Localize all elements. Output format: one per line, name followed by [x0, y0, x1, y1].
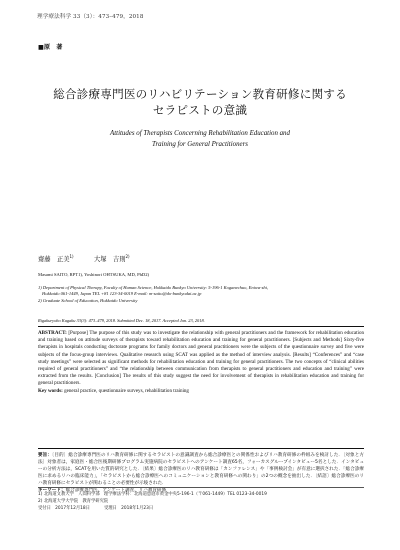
summary-ja-text: 〔目的〕総合診療専門医のリハ教育研修に関するセラピストの意識調査から総合診療医との関係性およびリハ教育研修の枠組みを検討した．〔対象と方法〕対象者は，家庭医・総合医後期研修プログラム実施病院のセラピストへのアンケート調査65名，フォーカスグループインタビュー5名とした．インタビューの分析方法は，SCATを用いた質的研究とした．〔結果〕総合診療医のリハ教育研修は「カンファレンス」や「事例検討会」が有意に選択された．「総合診療医に求めるリハの臨床能力」，「セラピストから総合診療医へのコミュニケーションと教育研修への関わり」の2つの概念を抽出した．〔結語〕総合診療医のリハ教育研修にセラピストが関わることの必要性が示唆された． [38, 453, 364, 487]
divider-bottom [38, 487, 364, 488]
author-1-name: 齋藤 正美 [38, 256, 70, 264]
keywords-label: Key words: [38, 387, 63, 394]
footnotes [38, 491, 364, 513]
received-date: 受付日 2017年12月18日 [38, 506, 90, 512]
affiliations [38, 285, 364, 304]
author-2-mark: 2) [125, 254, 130, 259]
title-en-line2: Training for General Practitioners [152, 141, 248, 148]
divider-top [38, 326, 364, 327]
title-ja-line1: 総合診療専門医のリハビリテーション教育研修に関する [53, 87, 347, 101]
citation: Rigakuryoho Kagaku 33(3): 473–479, 2018. Submitted Dec. 18, 2017. Accepted Jan. 23, 2018. [38, 318, 205, 323]
footnote-1: 1) 北海道文教大学 人間科学部 理学療法学科：北海道恵庭市黄金中央5-196-1（〒061-1449）TEL 0123-34-0019 [38, 492, 267, 497]
abstract [38, 330, 364, 395]
affiliation-2: 2) Graduate School of Education, Hokkaido University [38, 297, 138, 303]
authors-ja [38, 254, 130, 264]
dates [38, 505, 364, 512]
abstract-label: ABSTRACT: [38, 330, 67, 336]
title-ja-line2: セラピストの意識 [152, 103, 248, 117]
author-2-name: 大塚 吉則 [94, 256, 126, 264]
affiliation-1-line2: Hokkaido 061-1449, Japan TEL +81 123-34-0019 E-mail: m-saito@do-bunkyodai.ac.jp [42, 291, 202, 297]
journal-header: 理学療法科学 33（3）：473–479，2018 [37, 14, 144, 20]
affiliation-1-line1: 1) Department of Physical Therapy, Faculty of Human Science, Hokkaido Bunkyo University: 5-196-1 Koganechuo, Eniwa-shi, [38, 285, 268, 290]
summary-ja [38, 452, 364, 495]
abstract-text: [Purpose] The purpose of this study was to investigate the relationship with general practitioners and the framework for rehabilitation education and training based on attitude surveys of therapists toward rehabilitation education and training for general practitioners. [Subjects and Methods] Sixty-five therapists in hospitals conducting doctorate programs for family doctors and general practitioners were the subjects of the questionnaire survey and five were subjects of the focus-group interviews. Qualitative research using SCAT was applied as the method of interview analysis. [Results] “Conferences” and “case study meetings” were selected as significant methods for rehabilitation education and training for general practitioners. The two concepts of “clinical abilities required of general practitioners” and “the relationship between communication from therapists to general practitioners and education and training” were extracted from the results. [Conclusion] The results of this study suggest the need for involvement of therapists in rehabilitation education and training for general practitioners. [38, 330, 364, 387]
title-en-line1: Attitudes of Therapists Concerning Rehabilitation Education and [110, 130, 290, 137]
title-ja [30, 86, 370, 118]
authors-en: Masami SAITO, RPT1), Yoshinori OHTSUKA, MD, PhD2) [38, 272, 150, 277]
accepted-date: 受理日 2018年1月23日 [103, 506, 154, 512]
title-en [40, 128, 360, 150]
footnote-2: 2) 北海道大学大学院 教育学研究院 [38, 499, 109, 505]
keywords-ja-text: 総合診療専門医，アンケート調査，リハ教育研修 [65, 488, 167, 494]
section-label: ■原 著 [38, 44, 63, 51]
summary-ja-label: 要旨： [38, 453, 52, 458]
keywords-ja-label: キーワード： [38, 488, 66, 494]
divider-middle [38, 448, 364, 449]
keywords-text: general practice, questionnaire surveys, rehabilitation training [62, 387, 189, 394]
author-1-mark: 1) [69, 254, 74, 259]
author-2 [94, 254, 130, 263]
